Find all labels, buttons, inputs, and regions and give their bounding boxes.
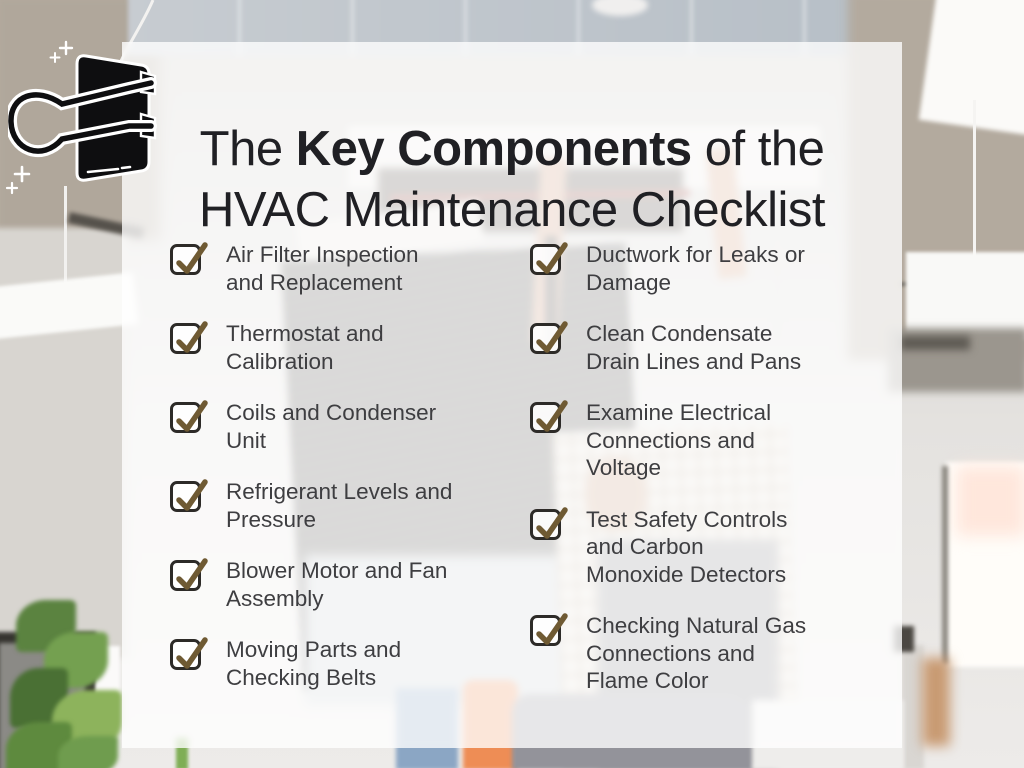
checklist-item-label: Clean Condensate Drain Lines and Pans [586,321,802,374]
hanging-wire [973,100,976,258]
checklist-item-label: Checking Natural Gas Connections and Flame Color [586,613,807,693]
checklist-item [170,478,470,533]
checkbox-checked-icon [530,244,561,275]
ceiling-beam [900,336,970,350]
checklist-item [170,241,470,296]
checkbox-checked-icon [530,323,561,354]
checkbox-checked-icon [170,402,201,433]
content-panel [122,42,902,748]
checkbox-checked-icon [170,639,201,670]
checkbox-checked-icon [170,560,201,591]
title-part-bold: Key Components [295,121,692,176]
checklist-item-label: Examine Electrical Connections and Voltage [586,400,772,480]
checklist-item [170,636,470,691]
furniture-blur [922,658,950,746]
hanging-wire [64,186,67,288]
checklist-item [530,241,830,296]
sparkle-plus-icon [48,40,76,66]
sparkle-plus-icon [4,164,36,196]
checklist-item-label: Refrigerant Levels and Pressure [226,479,453,532]
checklist-item-label: Coils and Condenser Unit [226,400,437,453]
checklist-item-label: Air Filter Inspection and Replacement [226,242,419,295]
checkbox-checked-icon [170,244,201,275]
hanging-light-panel [906,252,1024,340]
checklist-item-label: Blower Motor and Fan Assembly [226,558,448,611]
checklist-item-label: Moving Parts and Checking Belts [226,637,402,690]
checklist-item [530,612,830,695]
checklist-item [530,506,830,589]
checkbox-checked-icon [530,509,561,540]
title-part: The [199,121,296,176]
title-line2: HVAC Maintenance Checklist [198,182,826,237]
checklist-item-label: Ductwork for Leaks or Damage [586,242,805,295]
checkbox-checked-icon [530,615,561,646]
wall-post [902,645,924,768]
checklist-item-label: Test Safety Controls and Carbon Monoxide Detectors [586,506,788,587]
checklist-item [530,399,830,482]
plant-leaf [58,736,118,768]
window-glow [956,466,1024,536]
checklist-item-label: Thermostat and Calibration [226,321,384,374]
checklist-item [530,320,830,375]
checklist-column-right [530,241,830,695]
checkbox-checked-icon [170,323,201,354]
window-frame [942,466,948,664]
checkbox-checked-icon [170,481,201,512]
checklist-item [170,320,470,375]
title-part: of the [691,121,825,176]
hanging-light-panel [919,0,1024,135]
checklist-item [170,557,470,612]
checklist-item [170,399,470,454]
checkbox-checked-icon [530,402,561,433]
checklist-column-left [170,241,470,691]
page-title [122,119,902,241]
